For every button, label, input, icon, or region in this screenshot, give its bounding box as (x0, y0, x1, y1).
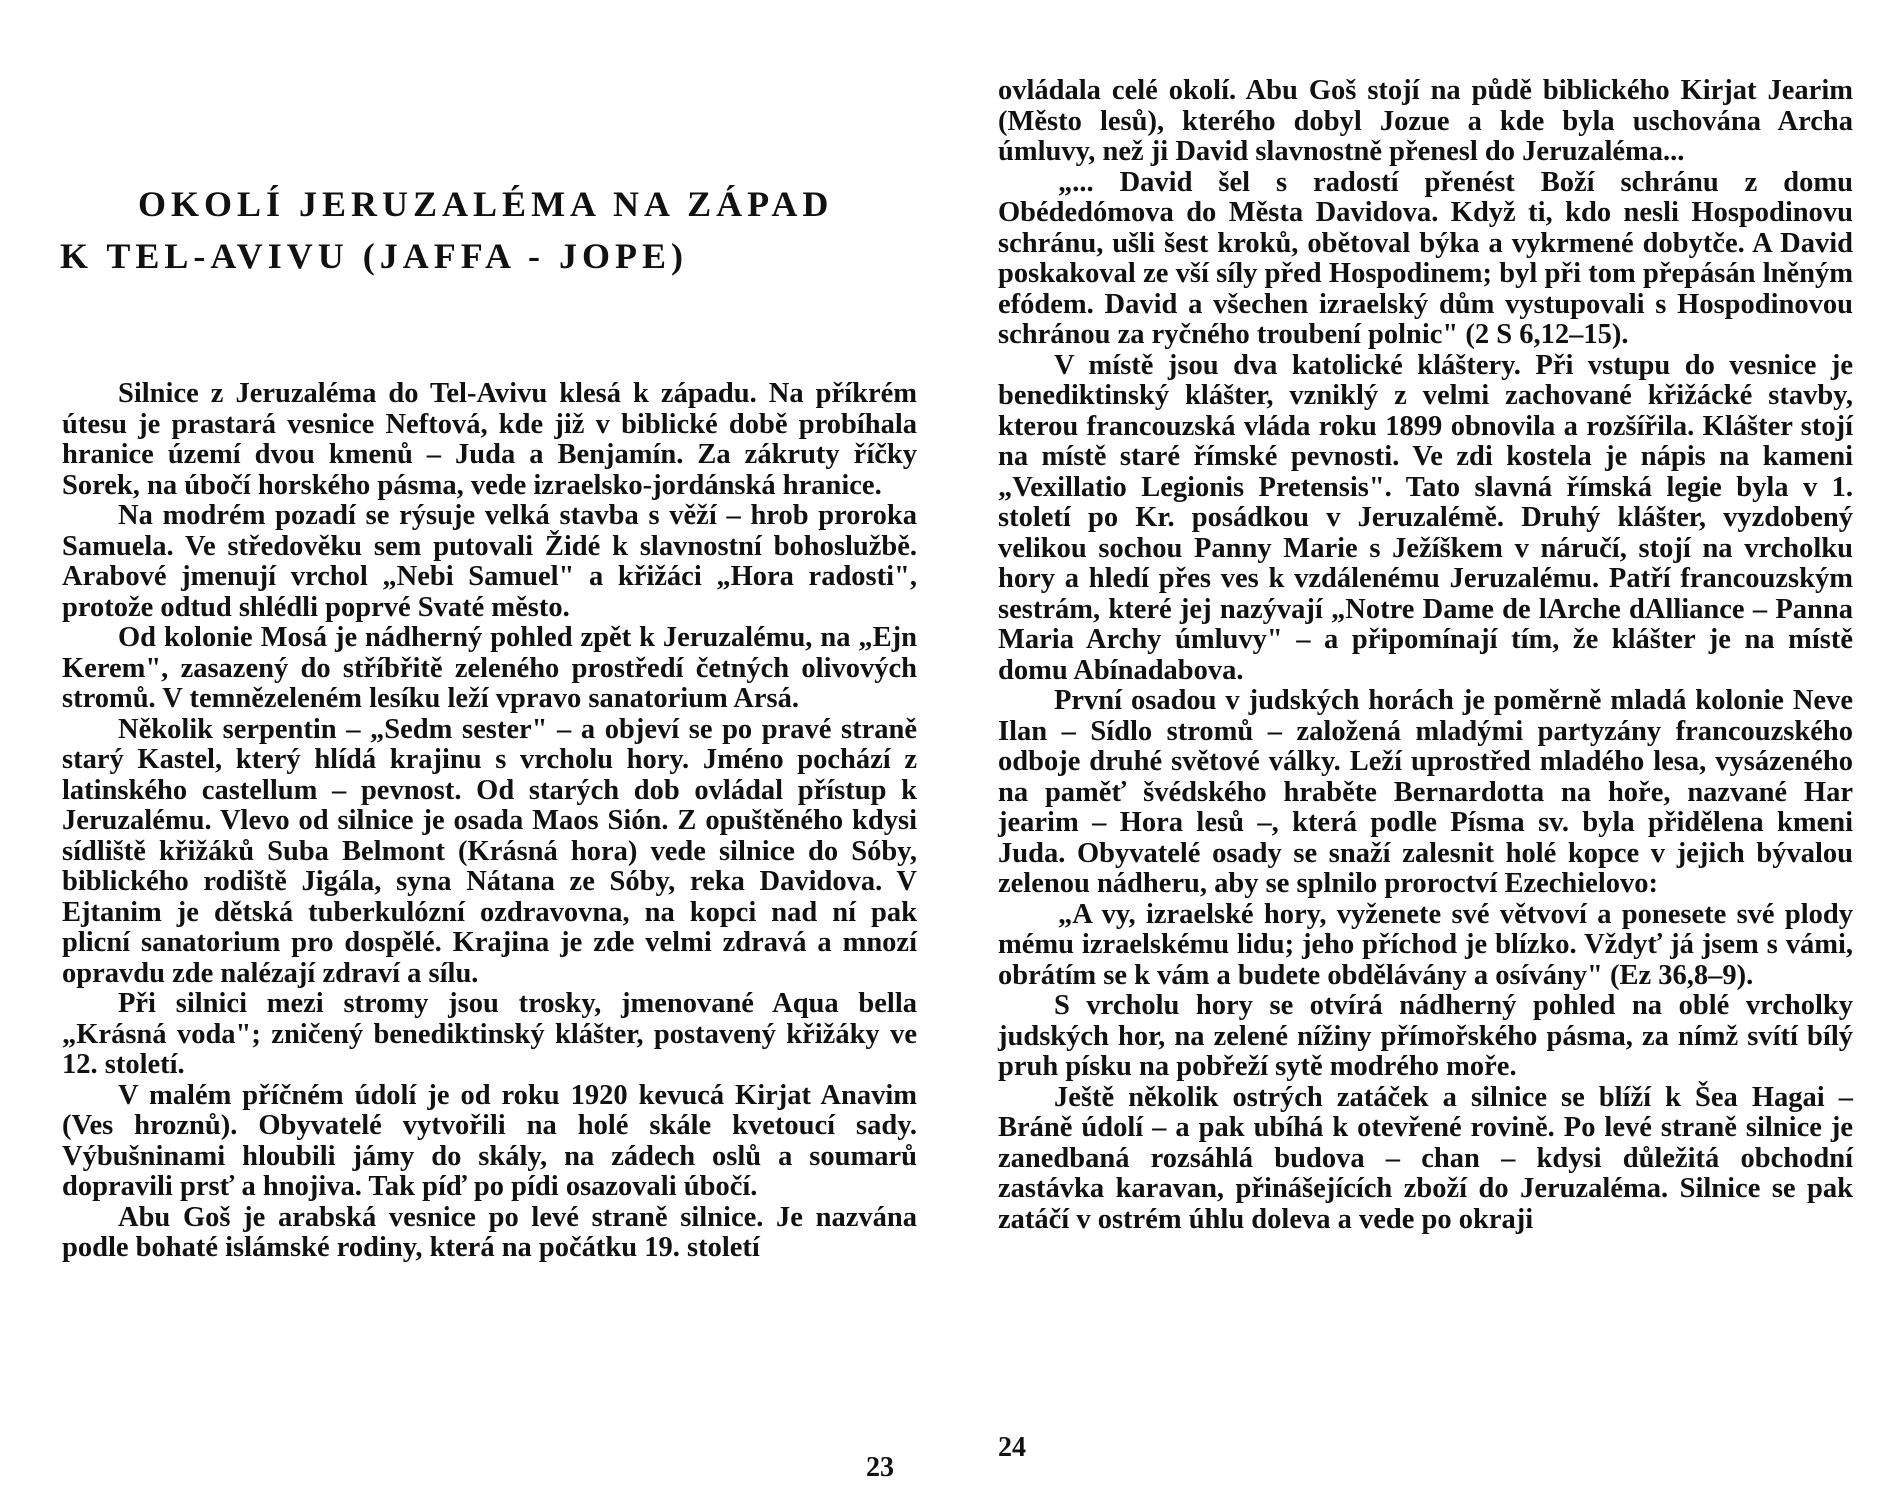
paragraph: V místě jsou dva katolické kláštery. Při vstupu do vesnice je benediktinský klášter, vzniklý z velmi zachované křižácké stavby, kterou francouzská vláda roku 1899 obnovila a rozšířila. Klášter stojí na místě staré římské pevnosti. Ve zdi kostela je nápis na kameni „Vexillatio Legionis Pretensis". Tato slavná římská legie byla v 1. století po Kr. posádkou v Jeruzalémě. Druhý klášter, vyzdobený velikou sochou Panny Marie s Ježíškem v náručí, stojí na vrcholku hory a hledí přes ves k vzdálenému Jeruzalému. Patří francouzským sestrám, které jej nazývají „Notre Dame de lArche dAlliance – Panna Maria Archy úmluvy" – a připomínají tím, že klášter je na místě domu Abínadabova. (998, 349, 1853, 686)
chapter-title (60, 178, 900, 282)
paragraph: Abu Goš je arabská vesnice po levé straně silnice. Je nazvána podle bohaté islámské rodiny, která na počátku 19. století (62, 1201, 917, 1263)
paragraph: Několik serpentin – „Sedm sester" – a objeví se po pravé straně starý Kastel, který hlídá krajinu s vrcholu hory. Jméno pochází z latinského castellum – pevnost. Od starých dob ovládal přístup k Jeruzalému. Vlevo od silnice je osada Maos Sión. Z opuštěného kdysi sídliště křižáků Suba Belmont (Krásná hora) vede silnice do Sóby, biblického rodiště Jigála, syna Nátana ze Sóby, reka Davidova. V Ejtanim je dětská tuberkulózní ozdravovna, na kopci nad ní pak plicní sanatorium pro dospělé. Krajina je zde velmi zdravá a mnozí opravdu zde nalézají zdraví a sílu. (62, 713, 917, 989)
chapter-title-line-1: OKOLÍ JERUZALÉMA NA ZÁPAD (138, 184, 834, 224)
page-number-right: 24 (998, 1432, 1026, 1463)
paragraph: První osadou v judských horách je poměrně mladá kolonie Neve Ilan – Sídlo stromů – založená mladými partyzány francouzského odboje druhé světové války. Leží uprostřed mladého lesa, vysázeného na paměť švédského hraběte Bernardotta na hoře, nazvané Har jearim – Hora lesů –, která podle Písma sv. byla přidělena kmeni Juda. Obyvatelé osady se snaží zalesnit holé kopce v jejich bývalou zelenou nádheru, aby se splnilo proroctví Ezechielovo: (998, 685, 1853, 899)
paragraph: Při silnici mezi stromy jsou trosky, jmenované Aqua bella „Krásná voda"; zničený benediktinský klášter, postavený křižáky ve 12. století. (62, 988, 917, 1080)
paragraph: V malém příčném údolí je od roku 1920 kevucá Kirjat Anavim (Ves hroznů). Obyvatelé vytvořili na holé skále kvetoucí sady. Výbušninami hloubili jámy do skály, na zádech oslů a soumarů dopravili prsť a hnojiva. Tak píď po pídi osazovali úbočí. (62, 1079, 917, 1202)
paragraph: Ještě několik ostrých zatáček a silnice se blíží k Šea Hagai – Bráně údolí – a pak ubíhá k otevřené rovině. Po levé straně silnice je zanedbaná rozsáhlá budova – chan – kdysi důležitá obchodní zastávka karavan, přinášejících zboží do Jeruzaléma. Silnice se pak zatáčí v ostrém úhlu doleva a vede po okraji (998, 1081, 1853, 1235)
quotation: „A vy, izraelské hory, vyženete své větvoví a ponesete své plody mému izraelskému lidu; jeho příchod je blízko. Vždyť já jsem s vámi, obrátím se k vám a budete obdělávány a osívány" (Ez 36,8–9). (998, 898, 1853, 991)
right-page (946, 0, 1892, 1500)
paragraph: Na modrém pozadí se rýsuje velká stavba s věží – hrob proroka Samuela. Ve středověku sem putovali Židé k slavnostní bohoslužbě. Arabové jmenují vrchol „Nebi Samuel" a křižáci „Hora radosti", protože odtud shlédli poprvé Svaté město. (62, 500, 917, 623)
paragraph: Od kolonie Mosá je nádherný pohled zpět k Jeruzalému, na „Ejn Kerem", zasazený do stříbřitě zeleného prostředí četných olivových stromů. V temnězeleném lesíku leží vpravo sanatorium Arsá. (62, 622, 917, 714)
right-text-column (998, 76, 1853, 1235)
paragraph: ovládala celé okolí. Abu Goš stojí na půdě biblického Kirjat Jearim (Město lesů), kterého dobyl Jozue a kde byla uschována Archa úmluvy, než ji David slavnostně přenesl do Jeruzaléma... (998, 75, 1853, 167)
chapter-title-line-2: K TEL-AVIVU (JAFFA - JOPE) (60, 236, 689, 276)
paragraph: S vrcholu hory se otvírá nádherný pohled na oblé vrcholky judských hor, na zelené nížiny přímořského pásma, za nímž svítí bílý pruh písku na pobřeží sytě modrého moře. (998, 990, 1853, 1082)
quotation: „... David šel s radostí přenést Boží schránu z domu Obédedómova do Města Davidova. Když ti, kdo nesli Hospodinovu schránu, ušli šest kroků, obětoval býka a vykrmené dobytče. A David poskakoval ze vší síly před Hospodinem; byl při tom přepásán lněným efódem. David a všechen izraelský dům vystupovali s Hospodinovou schránou za ryčného troubení polnic" (2 S 6,12–15). (998, 166, 1853, 350)
left-text-column (62, 379, 917, 1264)
page-number-left: 23 (866, 1452, 894, 1483)
paragraph: Silnice z Jeruzaléma do Tel-Avivu klesá k západu. Na příkrém útesu je prastará vesnice Neftová, kde již v biblické době probíhala hranice území dvou kmenů – Juda a Benjamín. Za zákruty říčky Sorek, na úbočí horského pásma, vede izraelsko-jordánská hranice. (62, 378, 917, 501)
